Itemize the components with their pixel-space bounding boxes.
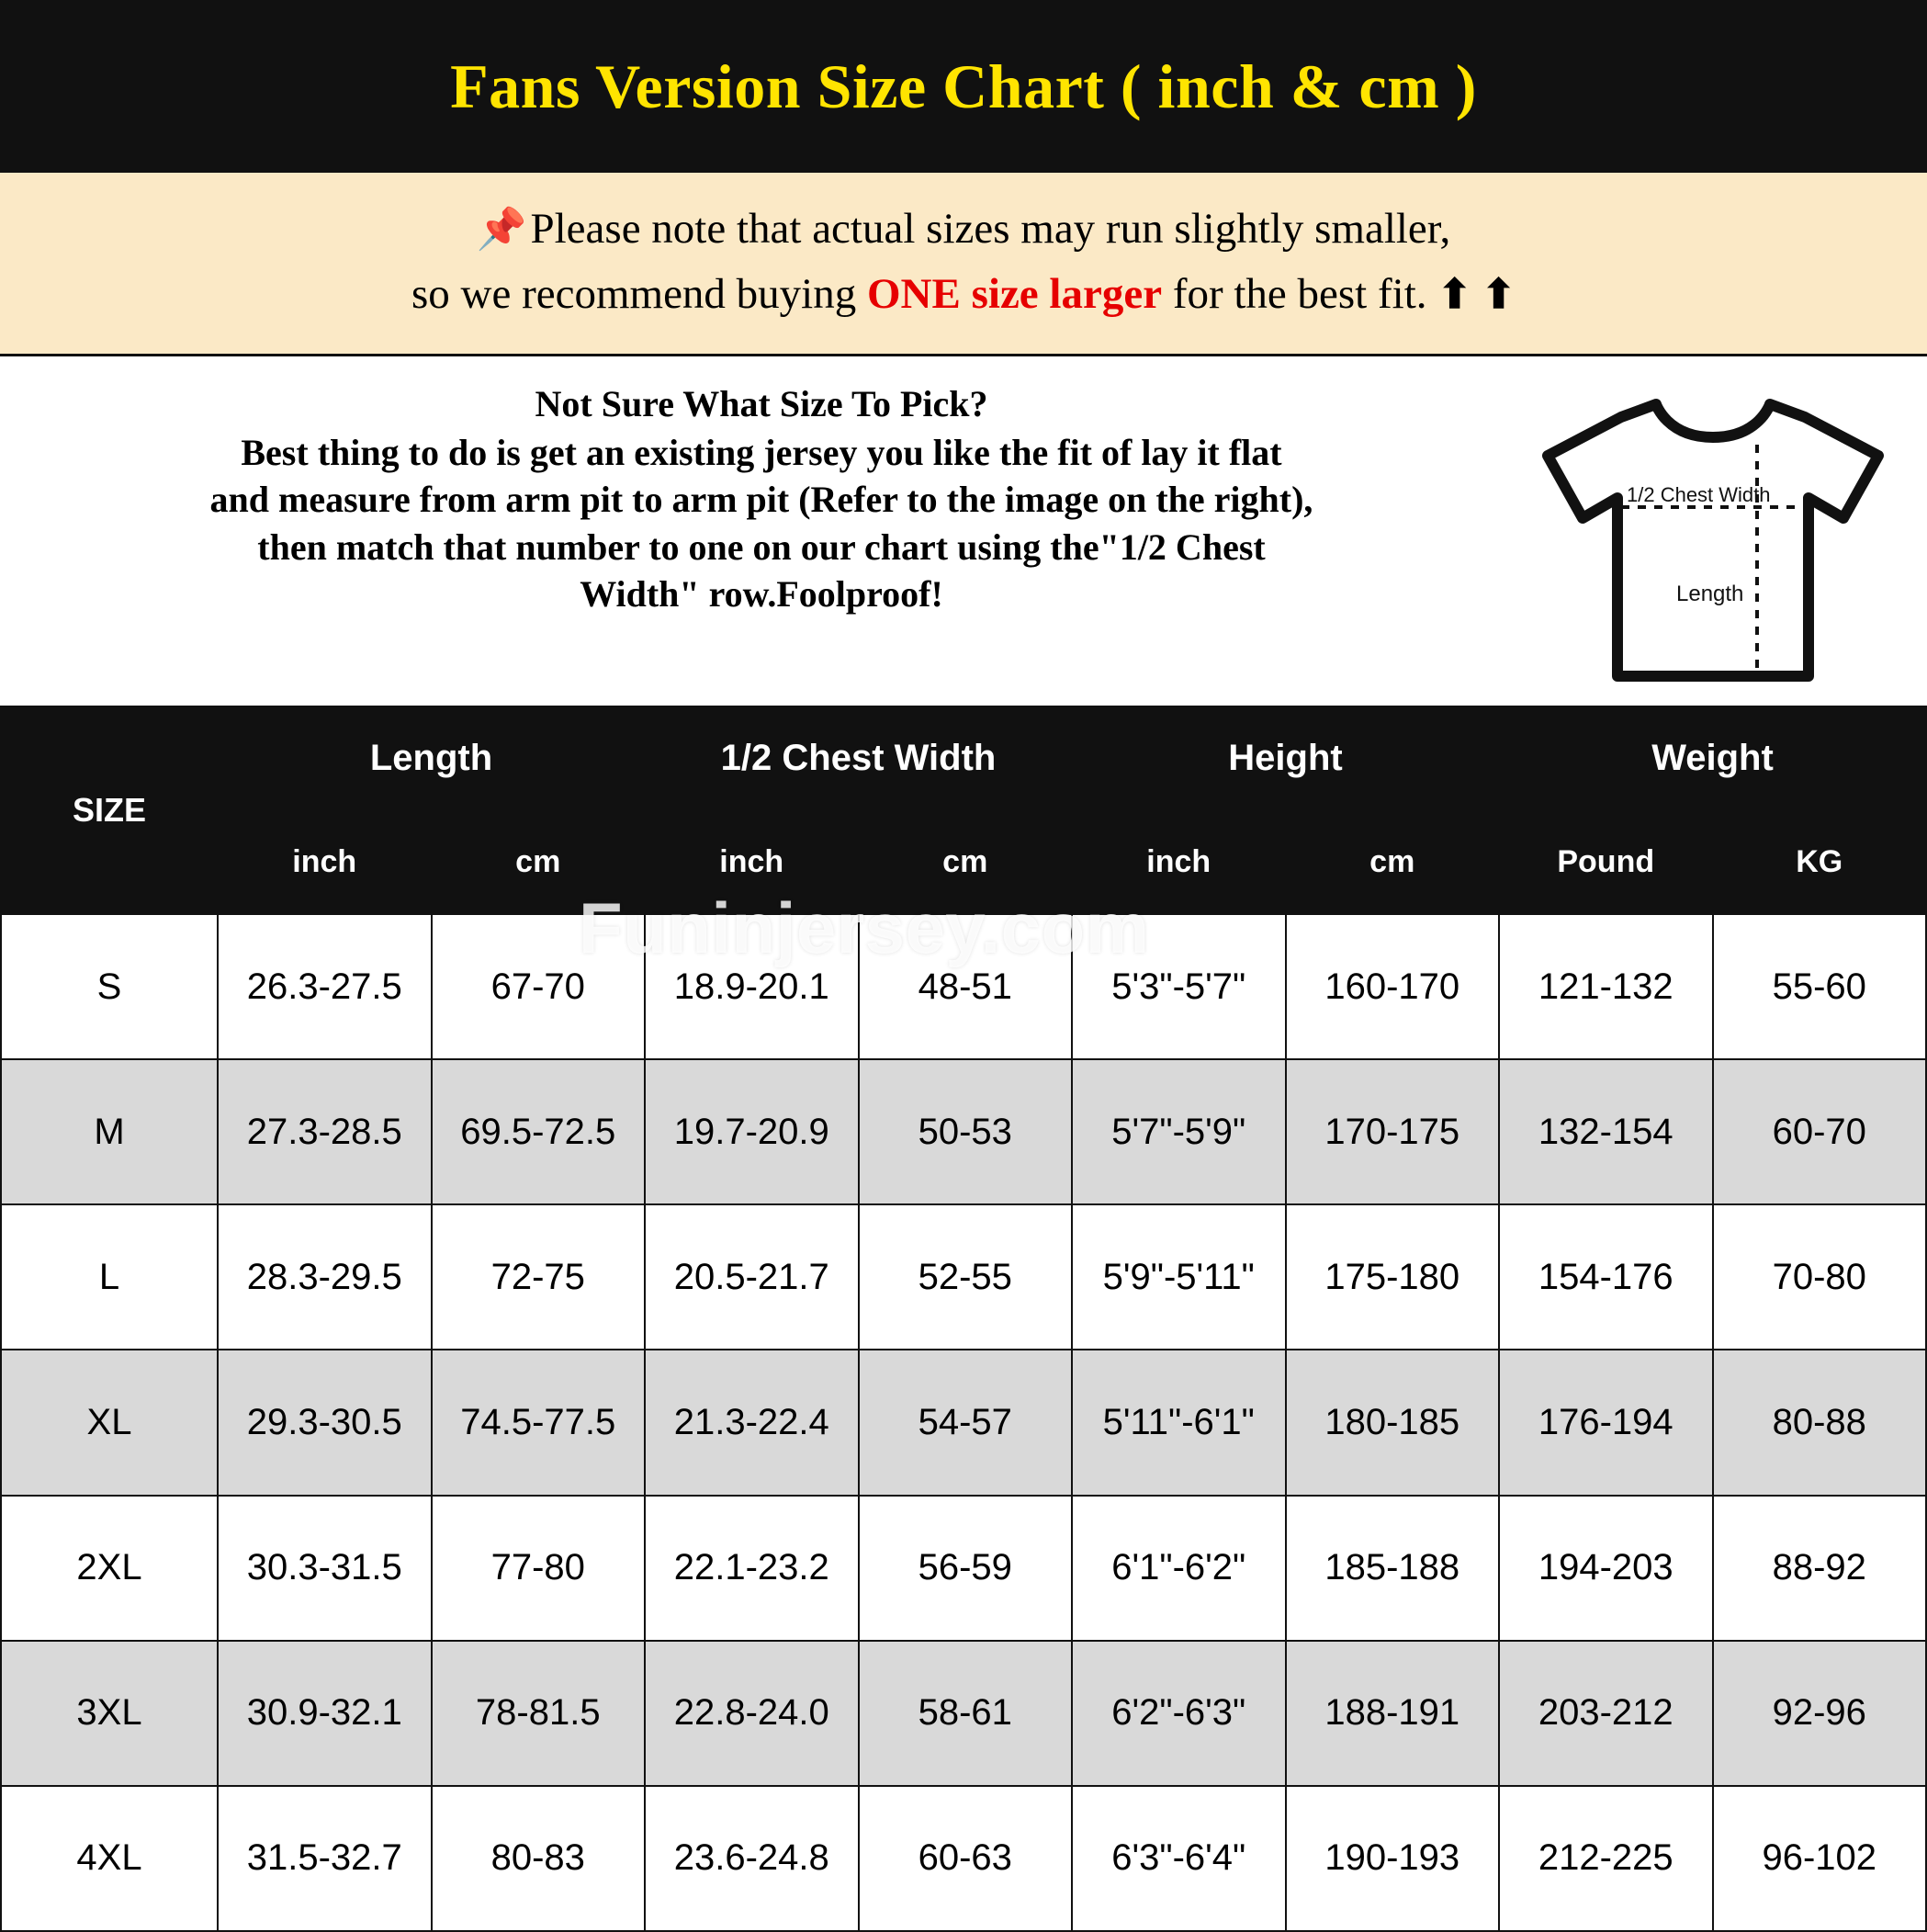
cell-length-cm: 74.5-77.5	[432, 1350, 646, 1495]
cell-height-inch: 6'3"-6'4"	[1072, 1786, 1286, 1931]
table-row	[1, 1350, 1926, 1495]
cell-weight-kg: 92-96	[1713, 1641, 1927, 1786]
unit-header-height-inch: inch	[1072, 809, 1286, 914]
cell-length-inch: 31.5-32.7	[218, 1786, 432, 1931]
cell-height-inch: 6'2"-6'3"	[1072, 1641, 1286, 1786]
row-size: M	[1, 1059, 218, 1204]
row-size: L	[1, 1204, 218, 1350]
measure-help-text	[17, 380, 1516, 617]
unit-header-chest-cm: cm	[859, 809, 1073, 914]
note-line-1-text: Please note that actual sizes may run slightly smaller,	[530, 205, 1451, 253]
cell-length-cm: 80-83	[432, 1786, 646, 1931]
note-line-2-suffix: for the best fit.	[1162, 269, 1438, 318]
cell-chest-inch: 18.9-20.1	[645, 914, 859, 1059]
group-header-chest: 1/2 Chest Width	[645, 706, 1072, 809]
column-header-size: SIZE	[1, 706, 218, 914]
cell-chest-inch: 19.7-20.9	[645, 1059, 859, 1204]
page-title: Fans Version Size Chart ( inch & cm )	[450, 51, 1477, 121]
note-line-1	[18, 197, 1909, 262]
cell-chest-inch: 23.6-24.8	[645, 1786, 859, 1931]
cell-height-cm: 190-193	[1286, 1786, 1500, 1931]
help-line-3: then match that number to one on our chart using the"1/2 Chest	[257, 525, 1266, 568]
table-row	[1, 914, 1926, 1059]
unit-header-length-inch: inch	[218, 809, 432, 914]
row-size: 2XL	[1, 1496, 218, 1641]
cell-height-cm: 170-175	[1286, 1059, 1500, 1204]
cell-chest-cm: 48-51	[859, 914, 1073, 1059]
cell-length-inch: 27.3-28.5	[218, 1059, 432, 1204]
unit-header-row	[1, 809, 1926, 914]
cell-weight-pound: 203-212	[1499, 1641, 1713, 1786]
table-row	[1, 1641, 1926, 1786]
cell-length-cm: 67-70	[432, 914, 646, 1059]
tshirt-icon	[1529, 390, 1897, 693]
cell-length-inch: 26.3-27.5	[218, 914, 432, 1059]
unit-header-chest-inch: inch	[645, 809, 859, 914]
arrow-up-icon: ⬆ ⬆	[1437, 271, 1516, 317]
group-header-height: Height	[1072, 706, 1499, 809]
note-highlight: ONE size larger	[867, 269, 1163, 318]
unit-header-height-cm: cm	[1286, 809, 1500, 914]
cell-length-cm: 77-80	[432, 1496, 646, 1641]
cell-height-inch: 5'3"-5'7"	[1072, 914, 1286, 1059]
cell-weight-pound: 132-154	[1499, 1059, 1713, 1204]
help-line-4: Width" row.Foolproof!	[580, 572, 943, 615]
group-header-row	[1, 706, 1926, 809]
tshirt-diagram	[1516, 380, 1910, 693]
length-label: Length	[1676, 582, 1744, 606]
cell-weight-kg: 70-80	[1713, 1204, 1927, 1350]
cell-length-cm: 69.5-72.5	[432, 1059, 646, 1204]
cell-weight-kg: 88-92	[1713, 1496, 1927, 1641]
row-size: XL	[1, 1350, 218, 1495]
cell-chest-cm: 60-63	[859, 1786, 1073, 1931]
cell-height-cm: 180-185	[1286, 1350, 1500, 1495]
table-row	[1, 1496, 1926, 1641]
cell-chest-cm: 56-59	[859, 1496, 1073, 1641]
cell-weight-kg: 80-88	[1713, 1350, 1927, 1495]
cell-length-inch: 30.3-31.5	[218, 1496, 432, 1641]
cell-weight-kg: 55-60	[1713, 914, 1927, 1059]
unit-header-weight-pound: Pound	[1499, 809, 1713, 914]
help-line-2: and measure from arm pit to arm pit (Refer to the image on the right),	[209, 479, 1313, 521]
cell-weight-kg: 96-102	[1713, 1786, 1927, 1931]
note-line-2-prefix: so we recommend buying	[411, 269, 867, 318]
cell-length-inch: 30.9-32.1	[218, 1641, 432, 1786]
cell-chest-cm: 52-55	[859, 1204, 1073, 1350]
group-header-length: Length	[218, 706, 645, 809]
size-table-head	[1, 706, 1926, 914]
cell-chest-cm: 50-53	[859, 1059, 1073, 1204]
note-line-2	[18, 262, 1909, 327]
measure-help-section	[0, 356, 1927, 706]
title-bar	[0, 0, 1927, 173]
cell-length-cm: 78-81.5	[432, 1641, 646, 1786]
cell-height-inch: 5'11"-6'1"	[1072, 1350, 1286, 1495]
cell-weight-pound: 154-176	[1499, 1204, 1713, 1350]
unit-header-length-cm: cm	[432, 809, 646, 914]
cell-height-cm: 188-191	[1286, 1641, 1500, 1786]
row-size: 4XL	[1, 1786, 218, 1931]
table-row	[1, 1786, 1926, 1931]
help-heading: Not Sure What Size To Pick?	[535, 383, 988, 424]
cell-length-inch: 28.3-29.5	[218, 1204, 432, 1350]
size-table-body	[1, 914, 1926, 1931]
cell-chest-cm: 58-61	[859, 1641, 1073, 1786]
size-table	[0, 706, 1927, 1932]
cell-weight-pound: 121-132	[1499, 914, 1713, 1059]
cell-length-inch: 29.3-30.5	[218, 1350, 432, 1495]
cell-height-inch: 5'7"-5'9"	[1072, 1059, 1286, 1204]
table-row	[1, 1059, 1926, 1204]
pin-icon: 📌	[476, 207, 527, 252]
unit-header-weight-kg: KG	[1713, 809, 1927, 914]
chest-width-label: 1/2 Chest Width	[1627, 483, 1771, 506]
group-header-weight: Weight	[1499, 706, 1926, 809]
row-size: S	[1, 914, 218, 1059]
cell-height-cm: 175-180	[1286, 1204, 1500, 1350]
cell-weight-pound: 194-203	[1499, 1496, 1713, 1641]
cell-chest-inch: 20.5-21.7	[645, 1204, 859, 1350]
cell-chest-cm: 54-57	[859, 1350, 1073, 1495]
help-line-1: Best thing to do is get an existing jersey you like the fit of lay it flat	[241, 432, 1282, 474]
cell-chest-inch: 21.3-22.4	[645, 1350, 859, 1495]
cell-weight-kg: 60-70	[1713, 1059, 1927, 1204]
size-note-banner	[0, 173, 1927, 356]
cell-length-cm: 72-75	[432, 1204, 646, 1350]
cell-height-cm: 160-170	[1286, 914, 1500, 1059]
cell-height-cm: 185-188	[1286, 1496, 1500, 1641]
watermark: Funinjersey.com	[579, 887, 1150, 968]
row-size: 3XL	[1, 1641, 218, 1786]
cell-weight-pound: 176-194	[1499, 1350, 1713, 1495]
cell-height-inch: 5'9"-5'11"	[1072, 1204, 1286, 1350]
cell-chest-inch: 22.8-24.0	[645, 1641, 859, 1786]
table-row	[1, 1204, 1926, 1350]
cell-chest-inch: 22.1-23.2	[645, 1496, 859, 1641]
cell-weight-pound: 212-225	[1499, 1786, 1713, 1931]
cell-height-inch: 6'1"-6'2"	[1072, 1496, 1286, 1641]
